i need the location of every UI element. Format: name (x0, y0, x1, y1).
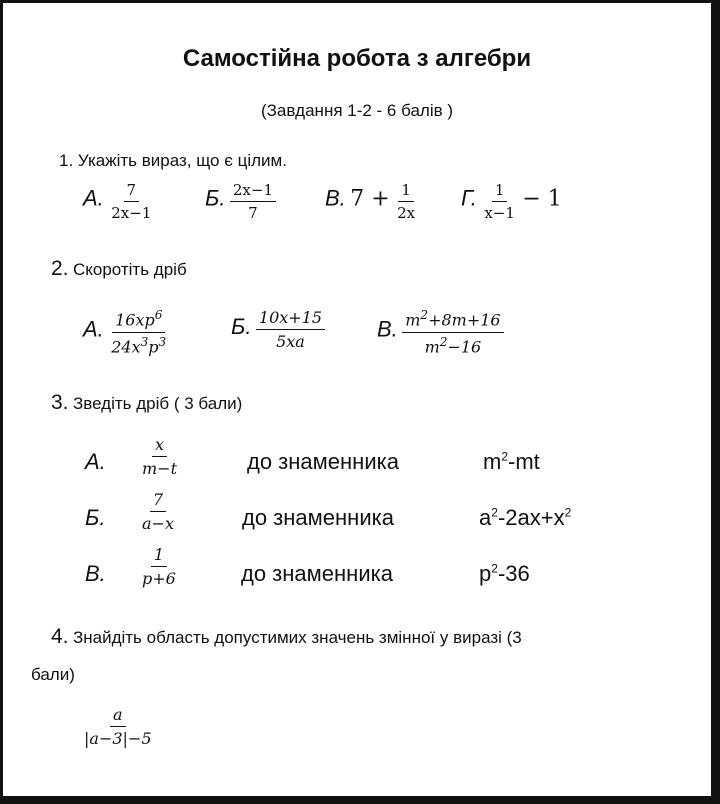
task-2-option-v (377, 308, 504, 356)
page-title: Самостійна робота з алгебри (182, 45, 532, 72)
option-label: А. (83, 185, 104, 211)
fraction: $\frac{10x+15}{5xa}$ (256, 308, 325, 351)
task-1-option-g: Г. $\frac{1}{x-1}$ − 1 (461, 181, 562, 222)
fraction: $\frac{1}{2x}$ (397, 181, 416, 222)
to-denominator-text: до знаменника (241, 561, 393, 586)
option-label: Б. (205, 185, 226, 211)
task-2-heading: 2. Скоротіть дріб (51, 257, 187, 280)
fraction: $\frac{1}{p+6}$ (142, 545, 176, 589)
fraction: $\frac{a}{|a-3|-5}$ (84, 705, 152, 749)
task-1-option-b (205, 181, 276, 222)
option-label: Б. (231, 313, 252, 339)
fraction: $\frac{x}{m-t}$ (142, 435, 178, 479)
task-2-option-a (83, 308, 169, 356)
worksheet-page (3, 3, 711, 796)
option-label: В. (325, 185, 346, 211)
fraction: $\frac{7}{a-x}$ (142, 490, 174, 534)
option-label: А. (83, 316, 104, 342)
fraction: $\frac{2x-1}{7}$ (230, 181, 276, 222)
option-label: А. (85, 449, 106, 474)
target-denominator: $p^2-36$ (479, 561, 530, 586)
target-denominator: $a^2-2ax+x^2$ (479, 505, 572, 530)
option-label: Г. (461, 185, 477, 211)
task-2-option-b (231, 308, 325, 351)
fraction: $\frac{7}{2x-1}$ (111, 181, 152, 222)
target-denominator: $m^2-mt$ (483, 449, 540, 474)
option-label: В. (85, 561, 106, 586)
task-1-heading: 1. Укажіть вираз, що є цілим. (59, 151, 287, 170)
option-label: В. (377, 316, 398, 342)
to-denominator-text: до знаменника (242, 505, 394, 530)
fraction: $\frac{1}{x-1}$ (484, 181, 515, 222)
task-1-option-a (83, 181, 154, 222)
fraction: $\frac{16xp^6}{24x^3p^3}$ (111, 308, 167, 356)
fraction: $\frac{m^2+8m+16}{m^2-16}$ (402, 308, 503, 356)
page-subtitle: (Завдання 1-2 - 6 балів ) (260, 101, 454, 120)
task-3-heading: 3. Зведіть дріб ( 3 бали) (51, 391, 243, 414)
task-4-heading-continued: бали) (31, 665, 75, 684)
task-4-heading: 4. Знайдіть область допустимих значень змінної у виразі (3 (51, 625, 522, 648)
task-1-option-v: В. 7 + $\frac{1}{2x}$ (325, 181, 418, 222)
to-denominator-text: до знаменника (247, 449, 399, 474)
option-label: Б. (85, 505, 106, 530)
